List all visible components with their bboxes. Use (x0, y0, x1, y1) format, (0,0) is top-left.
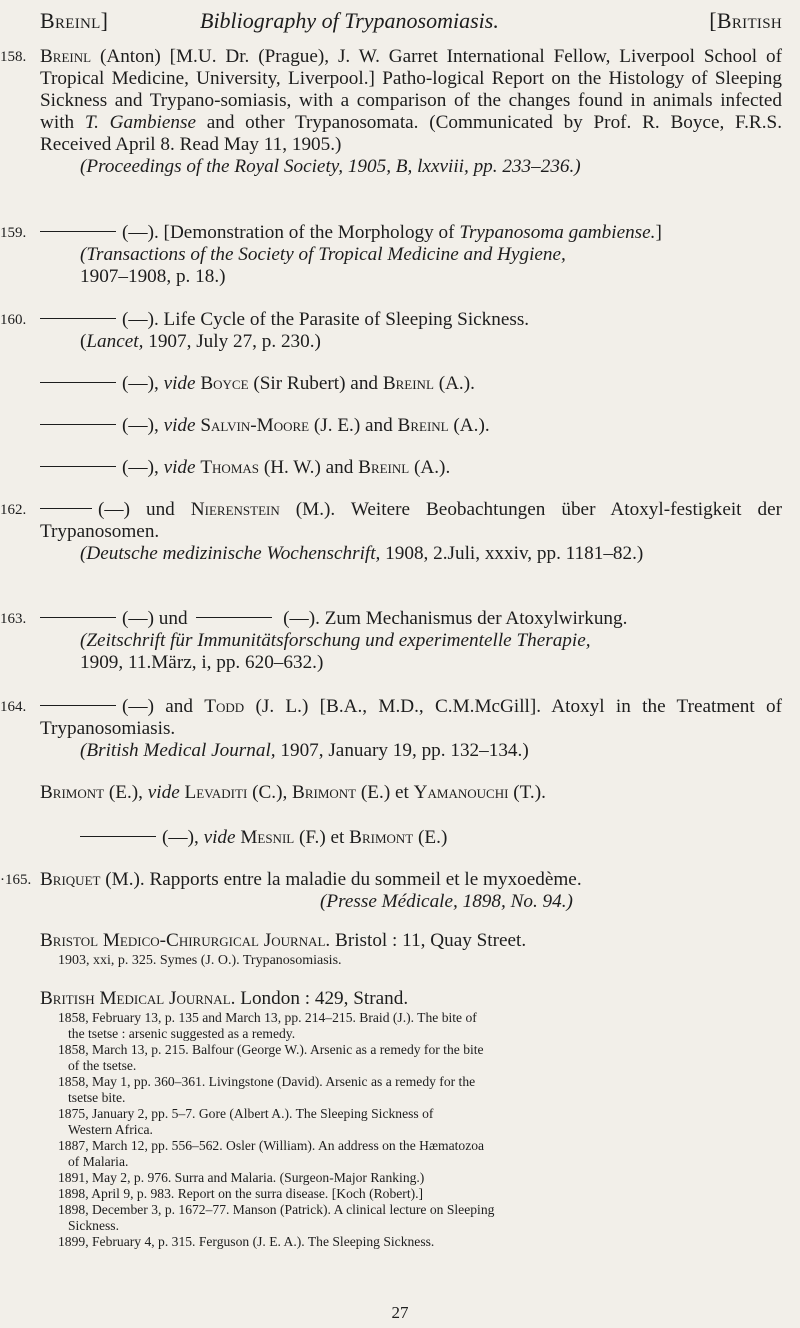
ditto-dash (40, 231, 116, 232)
entry-number: 164. (0, 699, 27, 715)
header-right: [British (709, 8, 782, 33)
header-center-title: Bibliography of Trypanosomiasis. (200, 8, 499, 33)
ditto-dash (40, 382, 116, 383)
entry-publication: (Transactions of the Society of Tropical Medicine and Hygiene, 1907–1908, p. 18.) (80, 244, 566, 287)
entry-publication: (Proceedings of the Royal Society, 1905, B, lxxviii, pp. 233–236.) (80, 156, 581, 177)
ditto-dash (40, 318, 116, 319)
entry-text: (—) und Nierenstein (M.). Weitere Beobachtungen über Atoxyl-festigkeit der Trypanosomen. (40, 499, 783, 542)
running-header (40, 6, 782, 36)
entry-165 (0, 869, 782, 913)
vide-salvin-moore (40, 415, 782, 437)
page-number: 27 (391, 1303, 409, 1322)
ditto-dash (40, 466, 116, 467)
ditto-dash (40, 424, 116, 425)
entry-text: (—), vide Boyce (Sir Rubert) and Breinl (A.). (40, 373, 782, 395)
entry-publication: (Deutsche medizinische Wochenschrift, 1908, 2.Juli, xxxiv, pp. 1181–82.) (80, 543, 644, 564)
entry-text: (—). Life Cycle of the Parasite of Sleeping Sickness. (40, 309, 782, 331)
journal-item: 1898, December 3, p. 1672–77. Manson (Patrick). A clinical lecture on Sleeping Sickness. (58, 1202, 495, 1233)
entry-text: (—), vide Salvin-Moore (J. E.) and Breinl (A.). (40, 415, 782, 437)
journal-item: 1899, February 4, p. 315. Ferguson (J. E. A.). The Sleeping Sickness. (58, 1234, 435, 1249)
entry-text: (—). [Demonstration of the Morphology of Trypanosoma gambiense.] (40, 222, 782, 244)
entry-text: (—) and Todd (J. L.) [B.A., M.D., C.M.McGill]. Atoxyl in the Treatment of Trypanosomiasis. (40, 696, 782, 739)
entry-160 (0, 309, 782, 353)
journal-title: British Medical Journal. London : 429, Strand. (40, 988, 409, 1009)
entry-publication: (Zeitschrift für Immunitätsforschung und experimentelle Therapie, 1909, 11.März, i, pp. 620–632.) (80, 630, 591, 673)
entry-text: (—) und (—). Zum Mechanismus der Atoxylwirkung. (40, 608, 782, 630)
journal-bristol (40, 930, 782, 969)
journal-item: 1887, March 12, pp. 556–562. Osler (William). An address on the Hæmatozoa of Malaria. (58, 1138, 485, 1169)
journal-item: 1891, May 2, p. 976. Surra and Malaria. (Surgeon-Major Ranking.) (58, 1170, 425, 1185)
entry-publication: (British Medical Journal, 1907, January 19, pp. 132–134.) (80, 740, 529, 761)
ditto-dash (196, 617, 272, 618)
journal-item: 1903, xxi, p. 325. Symes (J. O.). Trypanosomiasis. (58, 953, 342, 968)
entry-text: (—), vide Mesnil (F.) et Brimont (E.) (40, 827, 782, 849)
ditto-dash (80, 836, 156, 837)
entry-159 (0, 222, 782, 288)
ditto-dash (40, 508, 92, 509)
journal-item: 1858, March 13, p. 215. Balfour (George W.). Arsenic as a remedy for the bite of the tsetse. (58, 1042, 484, 1073)
journal-item: 1898, April 9, p. 983. Report on the surra disease. [Koch (Robert).] (58, 1186, 424, 1201)
entry-number: 159. (0, 225, 27, 241)
entry-number: ·165. (0, 872, 32, 888)
entry-text: Breinl (Anton) [M.U. Dr. (Prague), J. W. Garret International Fellow, Liverpool School of Tropical Medicine, University, Liverpool.] Patho-logical Report on the Histology of Sleeping Sickness and Trypano-somiasis, with a comparison of the changes found in animals infected with T. Gambiense and other Trypanosomata. (Communicated by Prof. R. Boyce, F.R.S. Received April 8. Read May 11, 1905.) (40, 46, 782, 155)
journal-item: 1858, May 1, pp. 360–361. Livingstone (David). Arsenic as a remedy for the tsetse bite. (58, 1074, 476, 1105)
entry-163 (0, 608, 782, 674)
entry-number: 160. (0, 312, 27, 328)
entry-164 (0, 696, 782, 762)
brimont-vide-mesnil (40, 827, 782, 849)
journal-bmj (40, 988, 782, 1250)
entry-publication: (Lancet, 1907, July 27, p. 230.) (80, 331, 321, 352)
ditto-dash (40, 617, 116, 618)
journal-item: 1858, February 13, p. 135 and March 13, pp. 214–215. Braid (J.). The bite of the tsetse : arsenic suggested as a remedy. (58, 1010, 477, 1041)
entry-158 (0, 46, 782, 178)
header-left: Breinl] (40, 8, 109, 33)
entry-text: Brimont (E.), vide Levaditi (C.), Brimont (E.) et Yamanouchi (T.). (40, 782, 546, 803)
entry-number: 163. (0, 611, 27, 627)
entry-publication: (Presse Médicale, 1898, No. 94.) (320, 891, 573, 912)
entry-number: 162. (0, 502, 27, 518)
entry-162 (0, 499, 783, 565)
entry-text: Briquet (M.). Rapports entre la maladie du sommeil et le myxoedème. (40, 869, 582, 890)
entry-text: (—), vide Thomas (H. W.) and Breinl (A.). (40, 457, 782, 479)
vide-thomas (40, 457, 782, 479)
vide-boyce (40, 373, 782, 395)
journal-title: Bristol Medico-Chirurgical Journal. Bristol : 11, Quay Street. (40, 930, 527, 951)
entry-number: 158. (0, 49, 27, 65)
ditto-dash (40, 705, 116, 706)
brimont-vide-levaditi (40, 782, 782, 804)
journal-item: 1875, January 2, pp. 5–7. Gore (Albert A.). The Sleeping Sickness of Western Africa. (58, 1106, 434, 1137)
